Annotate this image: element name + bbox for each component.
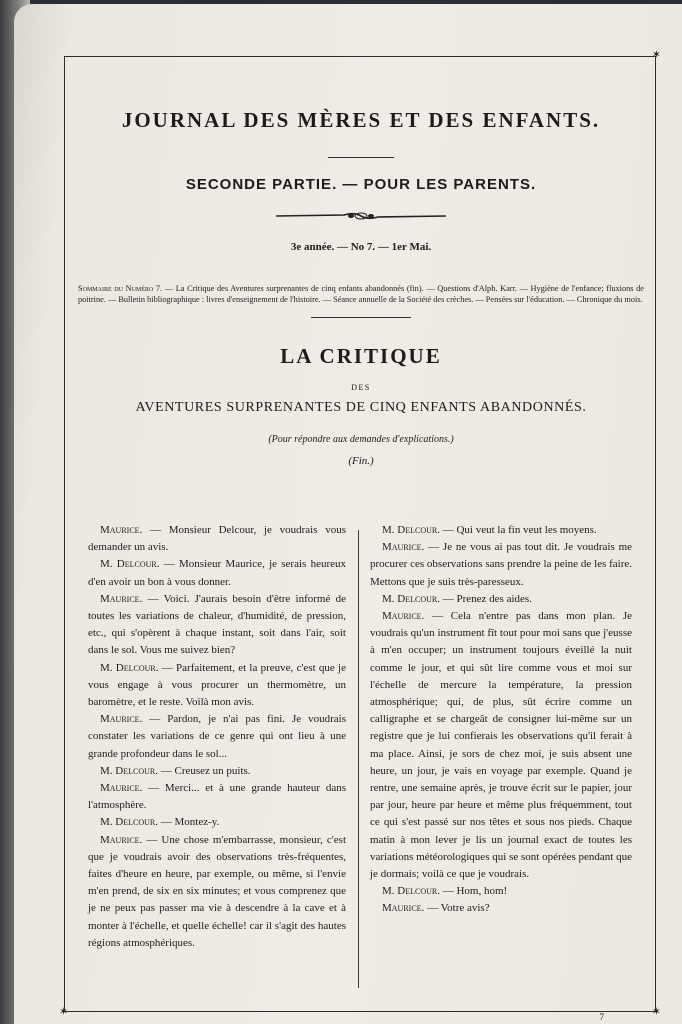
summary-text: — La Critique des Aventures surprenantes de cinq enfants abandonnés (fin). — Questions d'Alph. Karr. — Hygiène de l'enfance; fluxions de poitrine. — Bulletin bibliographique : livres d'enseignement de l'histoire. — Séance annuelle de la Société des crèches. — Pensées sur l'éducation. — Chronique du mois. — [78, 284, 644, 304]
dialogue-text: — Votre avis? — [427, 902, 490, 915]
issue-summary — [78, 283, 644, 305]
dialogue-text: — Monsieur Delcour, je voudrais vous demander un avis. — [88, 524, 346, 554]
dialogue-line — [88, 763, 346, 780]
issue-line: 3e année. — No 7. — 1er Mai. — [290, 241, 432, 253]
column-divider — [358, 530, 359, 988]
dialogue-text: — Qui veut la fin veut les moyens. — [442, 524, 597, 536]
dialogue-text: — Parfaitement, et la preuve, c'est que je vous engage à vous procurer un thermomètre, un baromètre, et le reste. Voilà mon avis. — [88, 661, 346, 709]
article-fin: (Fin.) — [348, 455, 374, 467]
dialogue-line — [88, 780, 346, 814]
dialogue-line — [88, 591, 346, 660]
corner-ornament-icon: ✶ — [651, 49, 661, 61]
journal-title: JOURNAL DES MÈRES ET DES ENFANTS. — [121, 108, 601, 132]
page-content — [78, 64, 644, 1022]
dialogue-text: — Pardon, je n'ai pas fini. Je voudrais constater les variations de ce genre qui ont lieu à une grande profondeur dans le sol... — [88, 713, 346, 760]
speaker: Maurice. — [100, 833, 143, 846]
dialogue-line — [370, 608, 632, 883]
dialogue-line — [370, 522, 632, 539]
summary-label: Sommaire du Numéro 7. — [78, 284, 163, 293]
dialogue-line — [88, 832, 346, 952]
dialogue-line — [88, 711, 346, 763]
dialogue-text: — Cela n'entre pas dans mon plan. Je voudrais qu'un instrument fît tout pour moi sans que j'eusse à m'en occuper; un instrument toujours éveillé la nuit comme le jour, et qui sût lire comme vous et moi sur l'échelle de mercure la température, la pression atmosphérique; qui, de plus, sût écrire comme un calligraphe et se chargeât de consigner lui-même sur un registre que je lui confierais les observations qu'il ferait à ma place. Ainsi, je sors de chez moi, je suis absent une heure, un jour, je vais en voyage par exemple. Quand je rentre, une semaine après, je trouve écrit sur le papier, jour par jour, heure par heure et même plus fréquemment, tout ce qui s'est passé sur nos têtes et sous nos pieds. Chaque matin à mon lever je lis un journal exact de toutes les variations météorologiques qui se sont opérées pendant que je dormais; voilà ce que je voudrais. — [370, 610, 633, 881]
dialogue-line — [88, 522, 346, 556]
dialogue-line — [370, 591, 632, 608]
dialogue-text: — Je ne vous ai pas tout dit. Je voudrais me procurer ces observations sans prendre la peine de les faire. Mettons que je suis très-paresseux. — [370, 541, 633, 588]
dialogue-line — [370, 883, 632, 900]
corner-ornament-icon: ✶ — [651, 1006, 661, 1018]
speaker: Maurice. — [100, 713, 143, 726]
speaker: M. Delcour. — [382, 592, 440, 605]
dialogue-text: — Montez-y. — [160, 816, 220, 829]
speaker: M. Delcour. — [382, 524, 440, 536]
dialogue-columns — [78, 522, 644, 1022]
section-title: SECONDE PARTIE. — POUR LES PARENTS. — [185, 176, 537, 193]
dialogue-text: — Une chose m'embarrasse, monsieur, c'est que je voudrais avoir des observations très-fréquentes, faites d'heure en heure, par exemple, ou même, si l'envie m'en prend, de six en six minutes; et vous comprenez que je ne peux pas passer ma vie à descendre à la cave et à monter à l'échelle, et quelle échelle! car il s'agit des hautes régions atmosphériques. — [88, 833, 347, 949]
speaker: Maurice. — [100, 782, 143, 795]
corner-ornament-icon: ✶ — [59, 1006, 69, 1018]
article-subtitle: AVENTURES SURPRENANTES DE CINQ ENFANTS ABANDONNÉS. — [135, 400, 587, 415]
dialogue-text: — Creusez un puits. — [160, 764, 251, 777]
page-number: 7 — [599, 1012, 604, 1022]
dialogue-line — [88, 556, 346, 590]
speaker: Maurice. — [382, 610, 425, 623]
dialogue-line — [88, 660, 346, 712]
speaker: Maurice. — [100, 592, 143, 605]
speaker: Maurice. — [100, 524, 143, 536]
dialogue-text: — Monsieur Maurice, je serais heureux d'en avoir un bon à vous donner. — [88, 558, 346, 588]
right-column — [370, 522, 632, 918]
speaker: M. Delcour. — [100, 764, 158, 777]
article-title-connector: DES — [351, 383, 371, 392]
dialogue-line — [370, 900, 632, 917]
dialogue-line — [88, 814, 346, 831]
dialogue-text: — Voici. J'aurais besoin d'être informé de toutes les variations de chaleur, d'humidité, de pression, etc., qui s'opèrent à chaque instant, soit dans l'air, soit dans le sol. Vous me suivez bien? — [88, 592, 346, 657]
left-column — [88, 522, 346, 952]
speaker: Maurice. — [382, 541, 425, 554]
dialogue-text: — Prenez des aides. — [442, 592, 532, 605]
article-title: LA CRITIQUE — [280, 344, 442, 368]
ornamental-rule-icon — [276, 211, 446, 221]
divider — [311, 317, 411, 318]
speaker: M. Delcour. — [100, 558, 160, 571]
dialogue-text: — Hom, hom! — [442, 885, 508, 898]
divider — [328, 157, 394, 158]
article-note: (Pour répondre aux demandes d'explications.) — [268, 434, 454, 445]
speaker: M. Delcour. — [382, 885, 440, 898]
dialogue-text: — Merci... et à une grande hauteur dans l'atmosphère. — [88, 782, 347, 812]
speaker: M. Delcour. — [100, 661, 159, 674]
speaker: M. Delcour. — [100, 816, 158, 829]
dialogue-line — [370, 539, 632, 591]
speaker: Maurice. — [382, 902, 425, 915]
book-page — [14, 4, 682, 1024]
